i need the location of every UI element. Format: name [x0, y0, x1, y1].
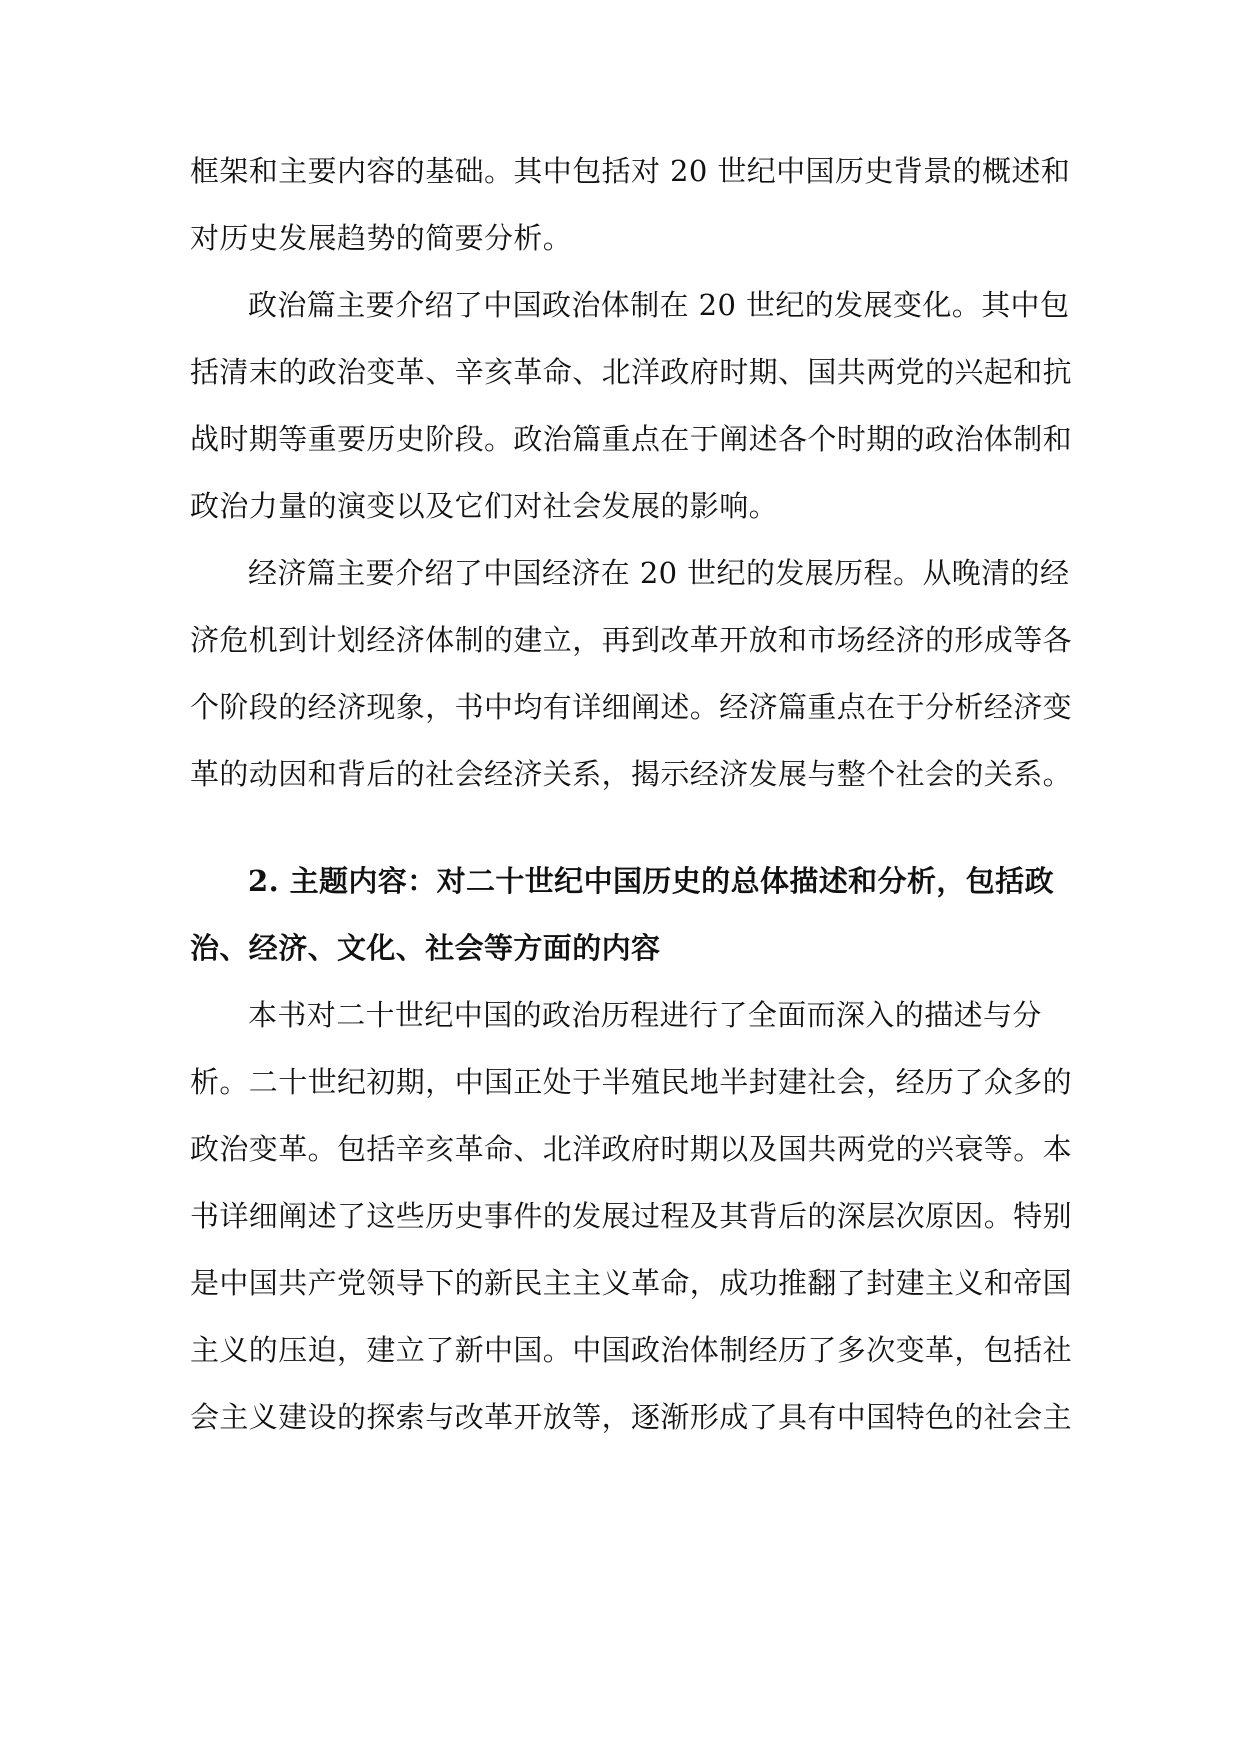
paragraph-economy: [190, 540, 1073, 808]
heading-line: 治、经济、文化、社会等方面的内容: [190, 931, 661, 965]
text-line: 析。二十世纪初期，中国正处于半殖民地半封建社会，经历了众多的: [190, 1065, 1073, 1099]
text-line: 经济篇主要介绍了中国经济在 20 世纪的发展历程。从晚清的经: [248, 556, 1070, 590]
spacer: [190, 808, 1055, 848]
text-line: 对历史发展趋势的简要分析。: [190, 221, 573, 255]
heading-line: 2. 主题内容：对二十世纪中国历史的总体描述和分析，包括政: [248, 864, 1054, 898]
text-line: 书详细阐述了这些历史事件的发展过程及其背后的深层次原因。特别: [190, 1199, 1073, 1233]
text-line: 括清末的政治变革、辛亥革命、北洋政府时期、国共两党的兴起和抗: [190, 355, 1073, 389]
text-line: 是中国共产党领导下的新民主主义革命，成功推翻了封建主义和帝国: [190, 1266, 1073, 1300]
text-line: 战时期等重要历史阶段。政治篇重点在于阐述各个时期的政治体制和: [190, 422, 1073, 456]
paragraph-politics: [190, 272, 1073, 540]
paragraph-continuation: [190, 138, 1071, 272]
paragraph-political-history: [190, 982, 1073, 1451]
text-line: 政治篇主要介绍了中国政治体制在 20 世纪的发展变化。其中包: [248, 288, 1070, 322]
text-line: 政治变革。包括辛亥革命、北洋政府时期以及国共两党的兴衰等。本: [190, 1132, 1073, 1166]
document-body: [190, 138, 1073, 1451]
text-line: 济危机到计划经济体制的建立，再到改革开放和市场经济的形成等各: [190, 623, 1073, 657]
text-line: 框架和主要内容的基础。其中包括对 20 世纪中国历史背景的概述和: [190, 154, 1071, 188]
section-heading: [190, 848, 1055, 982]
text-line: 政治力量的演变以及它们对社会发展的影响。: [190, 489, 779, 523]
text-line: 本书对二十世纪中国的政治历程进行了全面而深入的描述与分: [248, 998, 1042, 1032]
text-line: 会主义建设的探索与改革开放等，逐渐形成了具有中国特色的社会主: [190, 1400, 1073, 1434]
text-line: 革的动因和背后的社会经济关系，揭示经济发展与整个社会的关系。: [190, 757, 1073, 791]
text-line: 个阶段的经济现象，书中均有详细阐述。经济篇重点在于分析经济变: [190, 690, 1073, 724]
text-line: 主义的压迫，建立了新中国。中国政治体制经历了多次变革，包括社: [190, 1333, 1073, 1367]
